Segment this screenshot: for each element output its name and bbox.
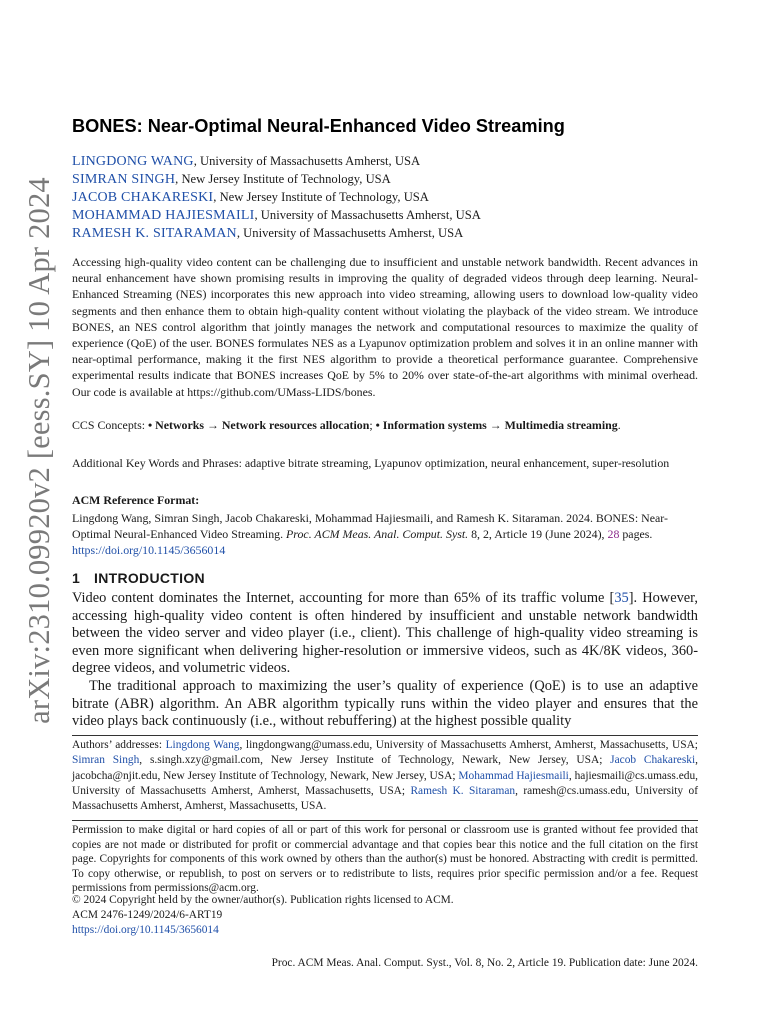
address-author-link[interactable]: Mohammad Hajiesmaili: [458, 769, 569, 782]
ccs-end: .: [617, 418, 621, 432]
address-author-link[interactable]: Simran Singh: [72, 754, 140, 767]
introduction-body: [72, 590, 698, 731]
copyright-line: © 2024 Copyright held by the owner/author(s). Publication rights licensed to ACM.: [72, 894, 454, 906]
author-name-link[interactable]: JACOB CHAKARESKI: [72, 190, 214, 205]
footnote-divider: [72, 735, 698, 736]
page-count-link[interactable]: 28: [607, 527, 620, 541]
ccs-separator: ;: [369, 418, 376, 432]
address-text: , hajiesmaili@cs.umass.edu, University of Massachusetts Amherst, Amherst, Massachusetts, USA;: [72, 769, 698, 797]
address-text: , ramesh@cs.umass.edu, University of Massachusetts Amherst, Amherst, Massachusetts, USA.: [72, 784, 698, 813]
section-number: 1: [72, 570, 81, 586]
intro-paragraph: The traditional approach to maximizing the user’s quality of experience (QoE) is to use an adaptive bitrate (ABR) algorithm. An ABR algorithm typically runs within the video player and ensures that the video plays back continuously (i.e., without rebuffering) at the highest possible quality: [72, 677, 698, 730]
author-name-link[interactable]: SIMRAN SINGH: [72, 172, 176, 187]
author-name-link[interactable]: LINGDONG WANG: [72, 154, 194, 169]
abstract: Accessing high-quality video content can be challenging due to insufficient and unstable network bandwidth. Recent advances in neural enhancement have shown promising results in improving the quality of degraded videos through deep learning. Neural-Enhanced Streaming (NES) incorporates this new approach into video streaming, allowing users to download low-quality video segments and then enhance them to obtain high-quality content without violating the playback of the video stream. We introduce BONES, an NES control algorithm that jointly manages the network and computational resources to maximize the quality of experience (QoE) of the user. BONES formulates NES as a Lyapunov optimization problem and solves it in an online manner with near-optimal performance, making it the first NES algorithm to provide a theoretical performance guarantee. Comprehensive experimental results indicate that BONES increases QoE by 5% to 20% over state-of-the-art algorithms with minimal overhead. Our code is available at https://github.com/UMass-LIDS/bones.: [72, 255, 698, 399]
section-title: INTRODUCTION: [94, 570, 205, 586]
paper-title: BONES: Near-Optimal Neural-Enhanced Video Streaming: [72, 116, 565, 136]
section-heading: [72, 570, 205, 586]
author-entry: [72, 188, 698, 206]
author-entry: [72, 170, 698, 188]
address-author-link[interactable]: Ramesh K. Sitaraman: [410, 784, 516, 797]
author-affiliation: , New Jersey Institute of Technology, USA: [213, 190, 429, 204]
arxiv-stamp-text: arXiv:2310.09920v2 [eess.SY] 10 Apr 2024: [21, 176, 56, 724]
citation-link[interactable]: 35: [614, 590, 629, 606]
address-text: , jacobcha@njit.edu, New Jersey Institute of Technology, Newark, New Jersey, USA;: [72, 754, 698, 782]
acm-reference-heading: ACM Reference Format:: [72, 493, 200, 507]
address-text: , s.singh.xzy@gmail.com, New Jersey Institute of Technology, Newark, New Jersey, USA;: [139, 754, 611, 767]
author-name-link[interactable]: RAMESH K. SITARAMAN: [72, 226, 237, 241]
author-name-link[interactable]: MOHAMMAD HAJIESMAILI: [72, 208, 255, 223]
address-author-link[interactable]: Jacob Chakareski: [610, 754, 696, 767]
intro-text: Video content dominates the Internet, accounting for more than 65% of its traffic volume [: [72, 590, 615, 606]
address-author-link[interactable]: Lingdong Wang: [165, 739, 240, 751]
acm-reference-pages: pages.: [619, 527, 653, 541]
ccs-networks: • Networks → Network resources allocation: [147, 418, 370, 432]
address-text: , lingdongwang@umass.edu, University of Massachusetts Amherst, Amherst, Massachusetts, USA;: [239, 739, 698, 751]
acm-reference-authors: Lingdong Wang, Simran Singh, Jacob Chakareski, Mohammad Hajiesmaili, and Ramesh K. Sitaraman. 2024. BONES: Near-Optimal Neural-Enhanced Video Streaming.: [72, 511, 668, 541]
ccs-information-systems: • Information systems → Multimedia streaming: [375, 418, 618, 432]
author-affiliation: , University of Massachusetts Amherst, USA: [254, 208, 481, 222]
author-entry: [72, 206, 698, 224]
running-footer: Proc. ACM Meas. Anal. Comput. Syst., Vol. 8, No. 2, Article 19. Publication date: June 2024.: [271, 957, 698, 969]
footer-doi-link[interactable]: https://doi.org/10.1145/3656014: [72, 924, 219, 936]
acm-reference-journal: Proc. ACM Meas. Anal. Comput. Syst.: [286, 527, 469, 541]
acm-reference: [72, 510, 698, 558]
permission-divider: [72, 820, 698, 821]
doi-link[interactable]: https://doi.org/10.1145/3656014: [72, 543, 226, 557]
author-entry: [72, 224, 698, 242]
author-affiliation: , University of Massachusetts Amherst, USA: [236, 226, 464, 240]
addresses-label: Authors’ addresses:: [72, 739, 166, 751]
author-affiliation: , New Jersey Institute of Technology, USA: [175, 172, 391, 186]
issn-line: ACM 2476-1249/2024/6-ART19: [72, 909, 223, 921]
author-entry: [72, 152, 698, 170]
ccs-label: CCS Concepts:: [72, 418, 148, 432]
permission-notice: Permission to make digital or hard copies of all or part of this work for personal or classroom use is granted without fee provided that copies are not made or distributed for profit or commercial advantage and that copies bear this notice and the full citation on the first page. Copyrights for components of this work owned by others than the author(s) must be honored. Abstracting with credit is permitted. To copy otherwise, or republish, to post on servers or to redistribute to lists, requires prior specific permission and/or a fee. Request permissions from permissions@acm.org.: [72, 824, 698, 895]
arxiv-stamp: [14, 176, 64, 724]
ccs-concepts: [72, 417, 698, 433]
author-affiliation: , University of Massachusetts Amherst, USA: [193, 154, 421, 168]
author-list: [72, 152, 698, 242]
intro-paragraph: [72, 590, 698, 678]
authors-addresses: [72, 738, 698, 814]
intro-text: ]. However, accessing high-quality video content is often hindered by insufficient and unstable network bandwidth between the video server and video player (i.e., client). This challenge of high-quality video streaming is even more significant when delivering higher-resolution or immersive videos, such as 4K/8K videos, 360-degree videos, and volumetric videos.: [72, 590, 698, 677]
keywords: Additional Key Words and Phrases: adaptive bitrate streaming, Lyapunov optimization, neural enhancement, super-resolution: [72, 456, 670, 470]
acm-reference-volume: 8, 2, Article 19 (June 2024),: [468, 527, 608, 541]
